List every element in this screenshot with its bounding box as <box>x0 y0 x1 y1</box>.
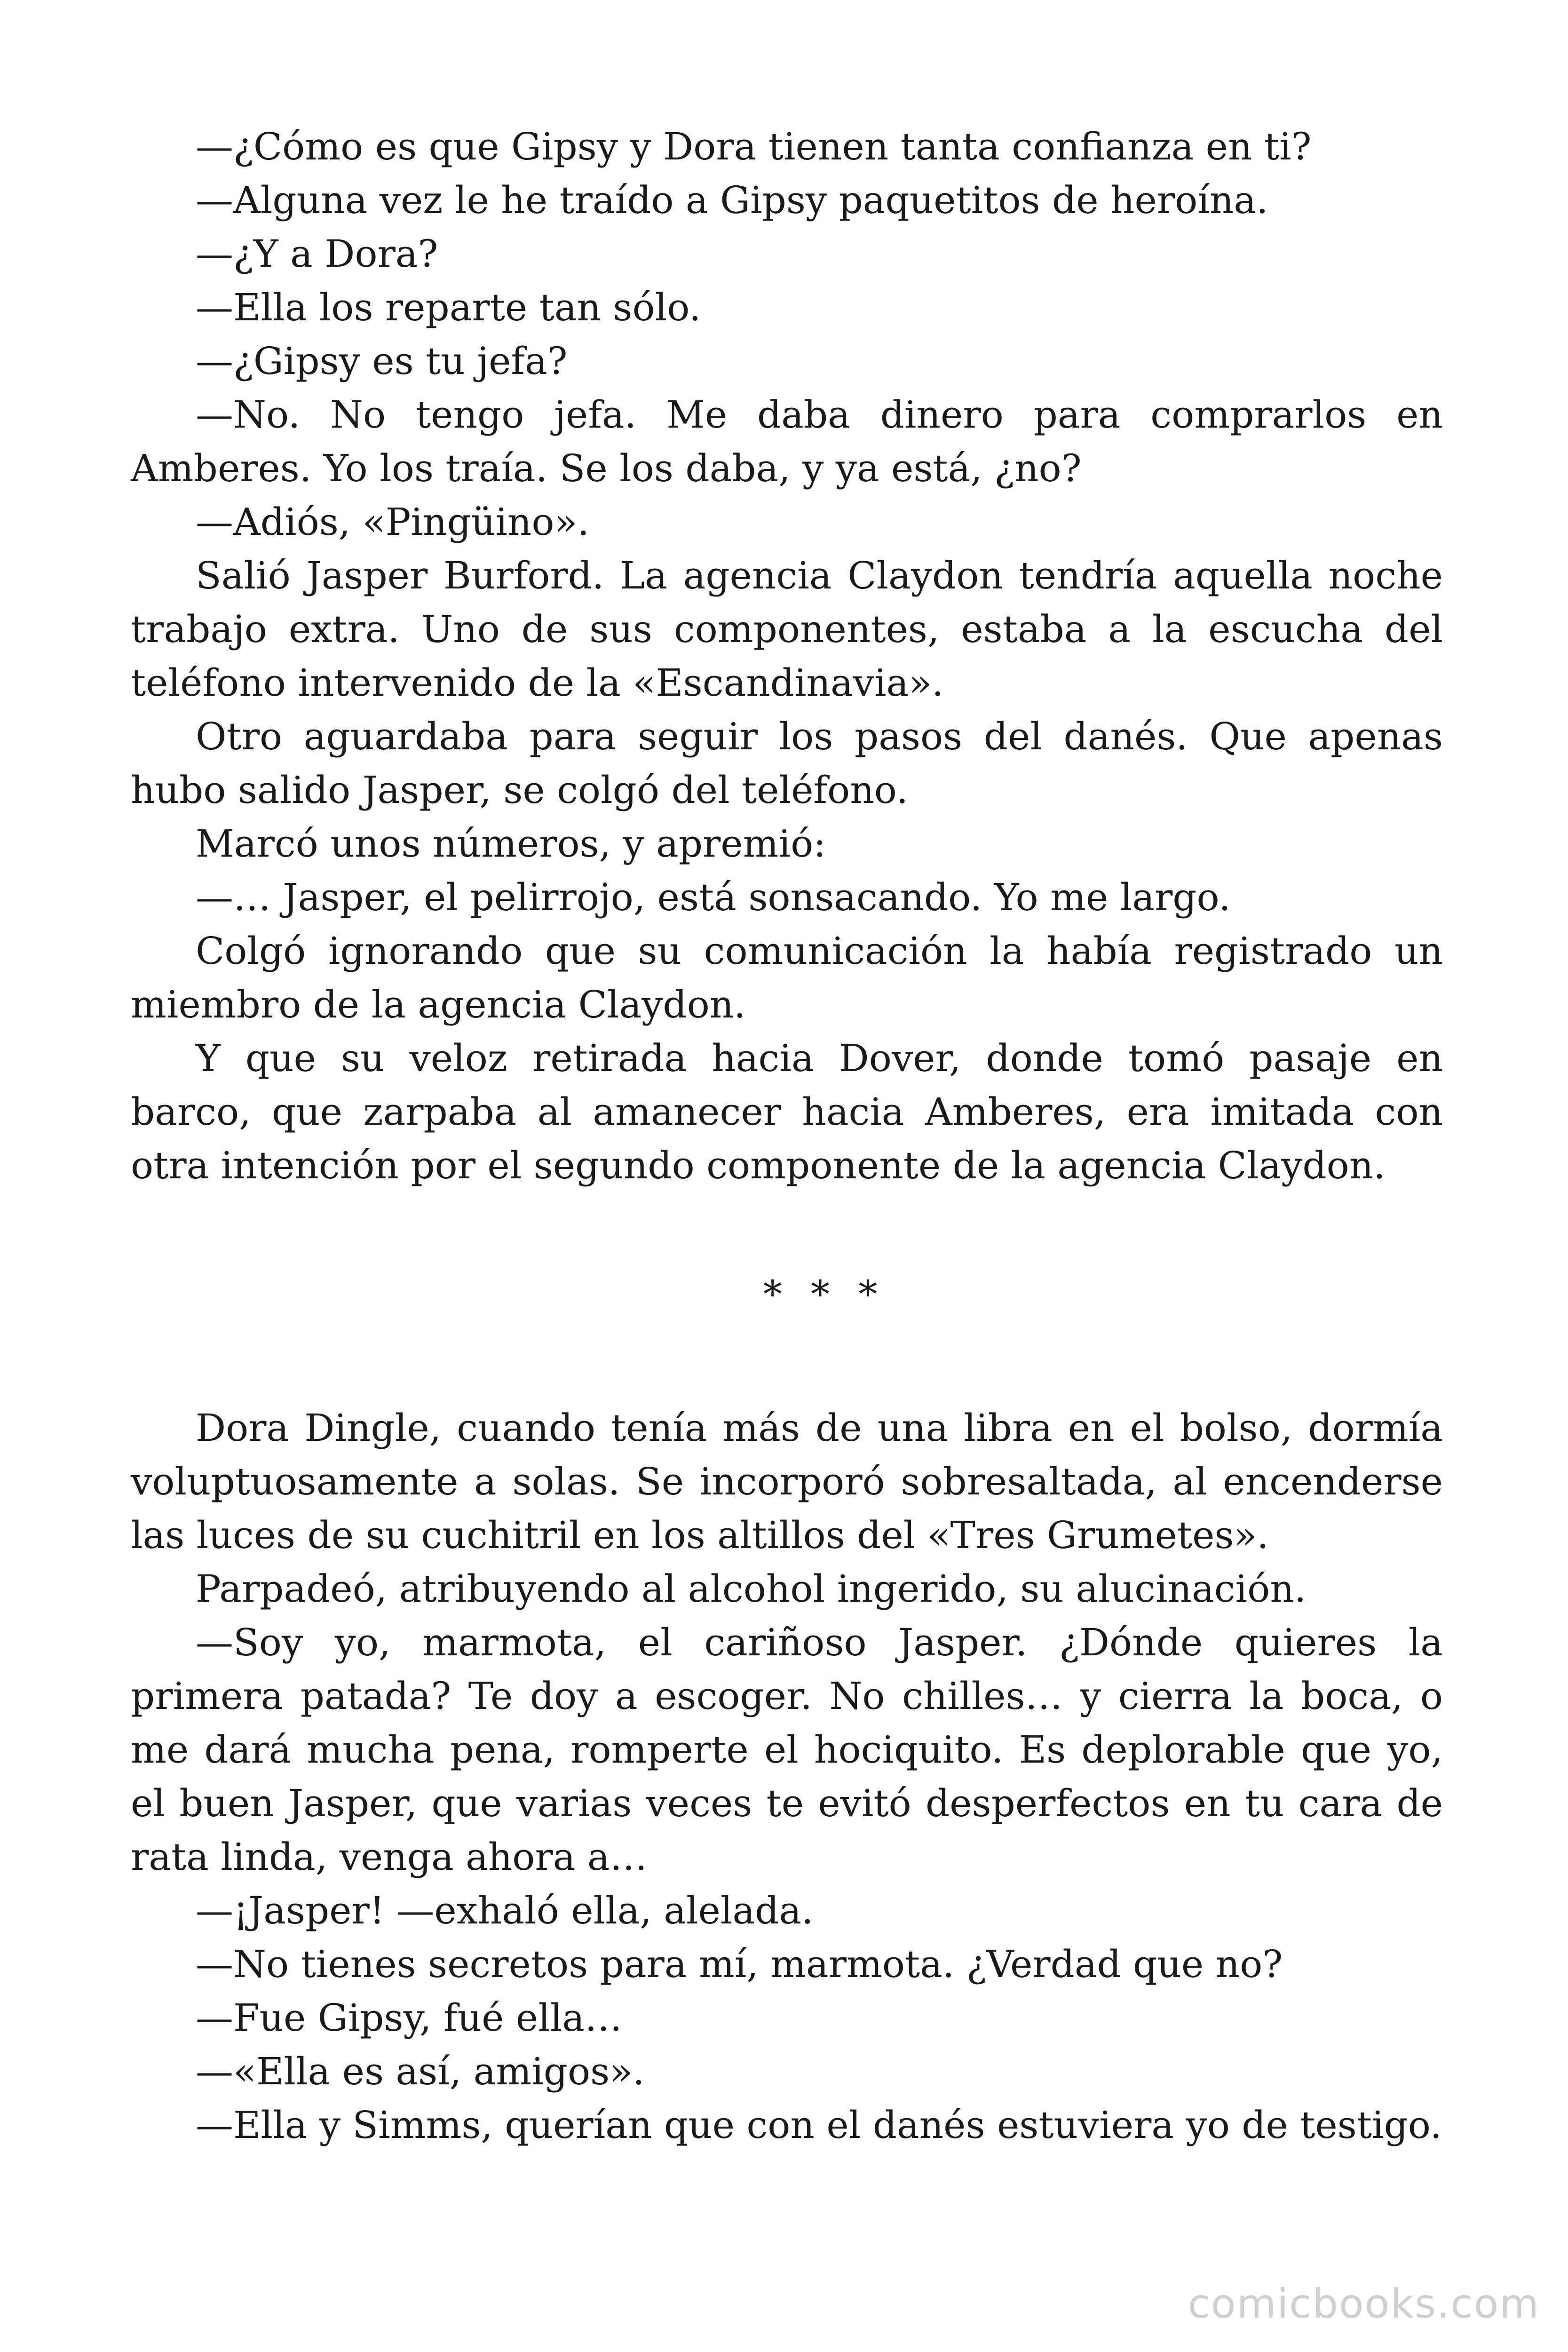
paragraph: Colgó ignorando que su comunicación la había registrado un miembro de la agencia Claydon. <box>131 929 1443 1026</box>
paragraph: —«Ella es así, amigos». <box>196 2050 645 2093</box>
section-separator: * * * <box>763 1272 886 1316</box>
paragraph: —¿Gipsy es tu jefa? <box>196 339 568 383</box>
paragraph: —Adiós, «Pingüino». <box>196 500 589 544</box>
paragraph: —¿Y a Dora? <box>196 232 438 276</box>
paragraph: Parpadeó, atribuyendo al alcohol ingerido, su alucinación. <box>196 1567 1307 1611</box>
paragraph: —¡Jasper! —exhaló ella, alelada. <box>196 1889 814 1932</box>
paragraph: Dora Dingle, cuando tenía más de una libra en el bolso, dormía voluptuosamente a solas. Se incorporó sobresaltada, al encenderse las luces de su cuchitril en los altillos del «Tres Grumetes». <box>131 1406 1443 1557</box>
watermark: comicbooks.com <box>1188 2280 1540 2328</box>
paragraph: —Soy yo, marmota, el cariñoso Jasper. ¿Dónde quieres la primera patada? Te doy a escoger. No chilles… y cierra la boca, o me dará mucha pena, romperte el hociquito. Es deplorable que yo, el buen Jasper, que varias veces te evitó desperfectos en tu cara de rata linda, venga ahora a… <box>131 1621 1443 1879</box>
page-body <box>131 120 1443 2152</box>
paragraph: Marcó unos números, y apremió: <box>196 822 826 866</box>
section-1 <box>131 120 1443 1192</box>
paragraph: —Ella y Simms, querían que con el danés estuviera yo de testigo. <box>196 2103 1442 2147</box>
paragraph: —Ella los reparte tan sólo. <box>196 286 701 329</box>
paragraph: Y que su veloz retirada hacia Dover, donde tomó pasaje en barco, que zarpaba al amanecer hacia Amberes, era imitada con otra intención por el segundo componente de la agencia Claydon. <box>131 1036 1443 1187</box>
paragraph: —No. No tengo jefa. Me daba dinero para comprarlos en Amberes. Yo los traía. Se los daba, y ya está, ¿no? <box>131 393 1443 490</box>
paragraph: —¿Cómo es que Gipsy y Dora tienen tanta confianza en ti? <box>196 125 1312 168</box>
paragraph: —No tienes secretos para mí, marmota. ¿Verdad que no? <box>196 1942 1283 1986</box>
paragraph: —Fue Gipsy, fué ella… <box>196 1996 623 2040</box>
section-2 <box>131 1401 1443 2152</box>
paragraph: Salió Jasper Burford. La agencia Claydon tendría aquella noche trabajo extra. Uno de sus componentes, estaba a la escucha del teléfono intervenido de la «Escandinavia». <box>131 554 1443 705</box>
paragraph: —… Jasper, el pelirrojo, está sonsacando. Yo me largo. <box>196 875 1231 919</box>
paragraph: —Alguna vez le he traído a Gipsy paquetitos de heroína. <box>196 178 1268 222</box>
paragraph: Otro aguardaba para seguir los pasos del danés. Que apenas hubo salido Jasper, se colgó del teléfono. <box>131 715 1443 812</box>
